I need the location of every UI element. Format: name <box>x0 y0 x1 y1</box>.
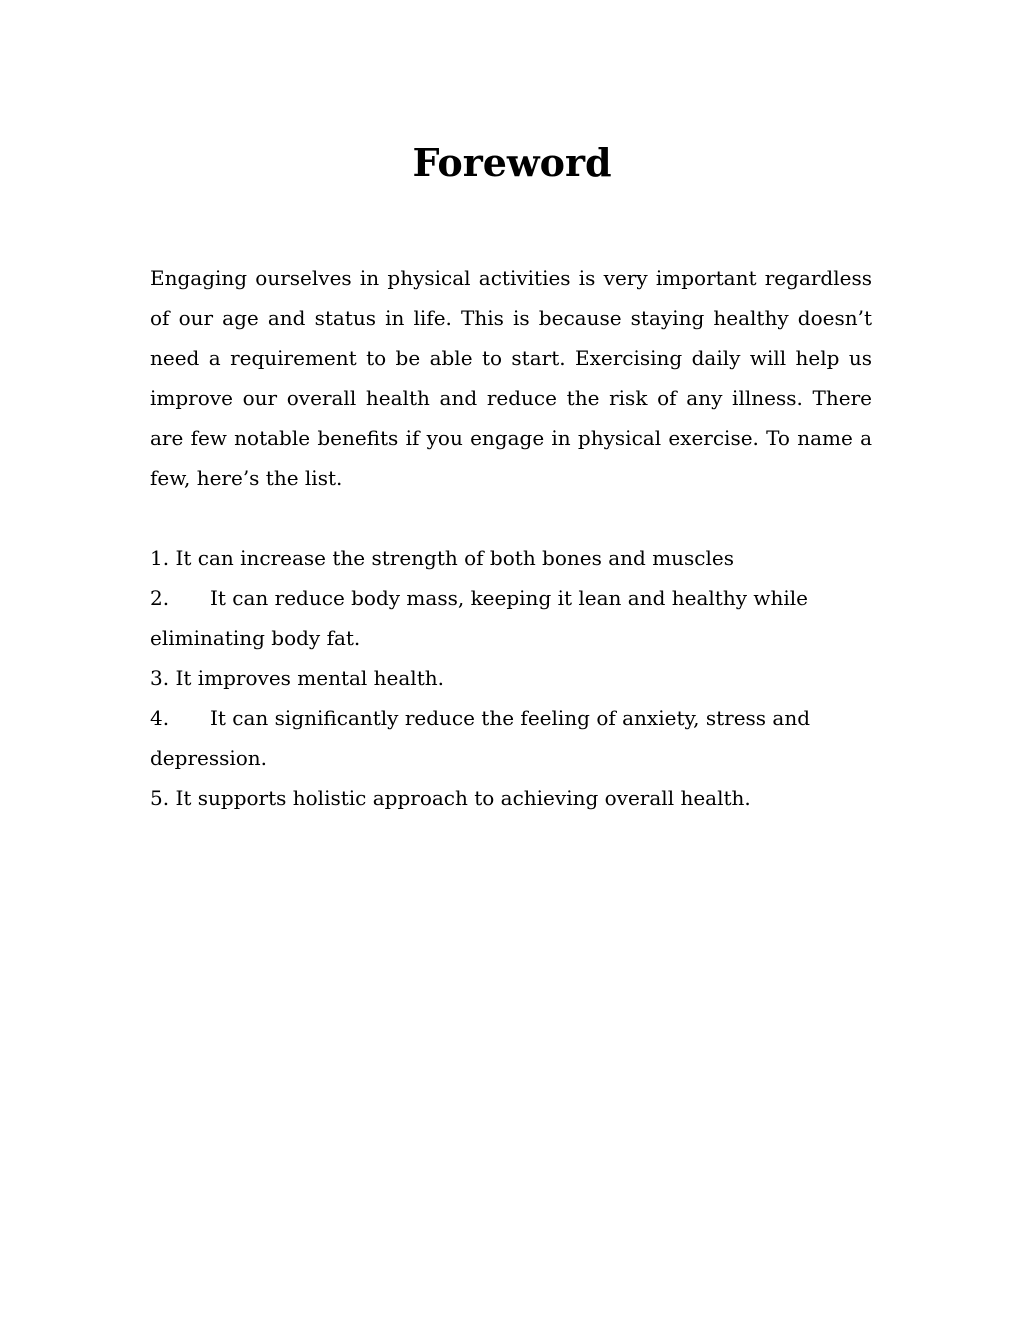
benefits-list <box>150 538 872 818</box>
intro-paragraph: Engaging ourselves in physical activities is very important regardless of our age and status in life. This is because staying healthy doesn’t need a requirement to be able to start. Exercising daily will help us improve our overall health and reduce the risk of any illness. There are few notable benefits if you engage in physical exercise. To name a few, here’s the list. <box>150 266 872 490</box>
list-text: It supports holistic approach to achieving overall health. <box>175 786 751 810</box>
list-text: It can increase the strength of both bones and muscles <box>175 546 735 570</box>
list-number: 4. <box>150 706 170 730</box>
list-number: 5. <box>150 786 170 810</box>
page-title: Foreword <box>412 140 612 185</box>
list-item <box>150 778 872 818</box>
list-number: 2. <box>150 586 170 610</box>
list-text: It can significantly reduce the feeling of anxiety, stress and depression. <box>150 706 811 770</box>
list-number: 1. <box>150 546 170 570</box>
list-item <box>150 698 872 778</box>
list-item <box>150 578 872 658</box>
list-item <box>150 658 872 698</box>
list-text: It can reduce body mass, keeping it lean and healthy while eliminating body fat. <box>150 586 808 650</box>
list-item <box>150 538 872 578</box>
list-text: It improves mental health. <box>175 666 444 690</box>
list-number: 3. <box>150 666 170 690</box>
